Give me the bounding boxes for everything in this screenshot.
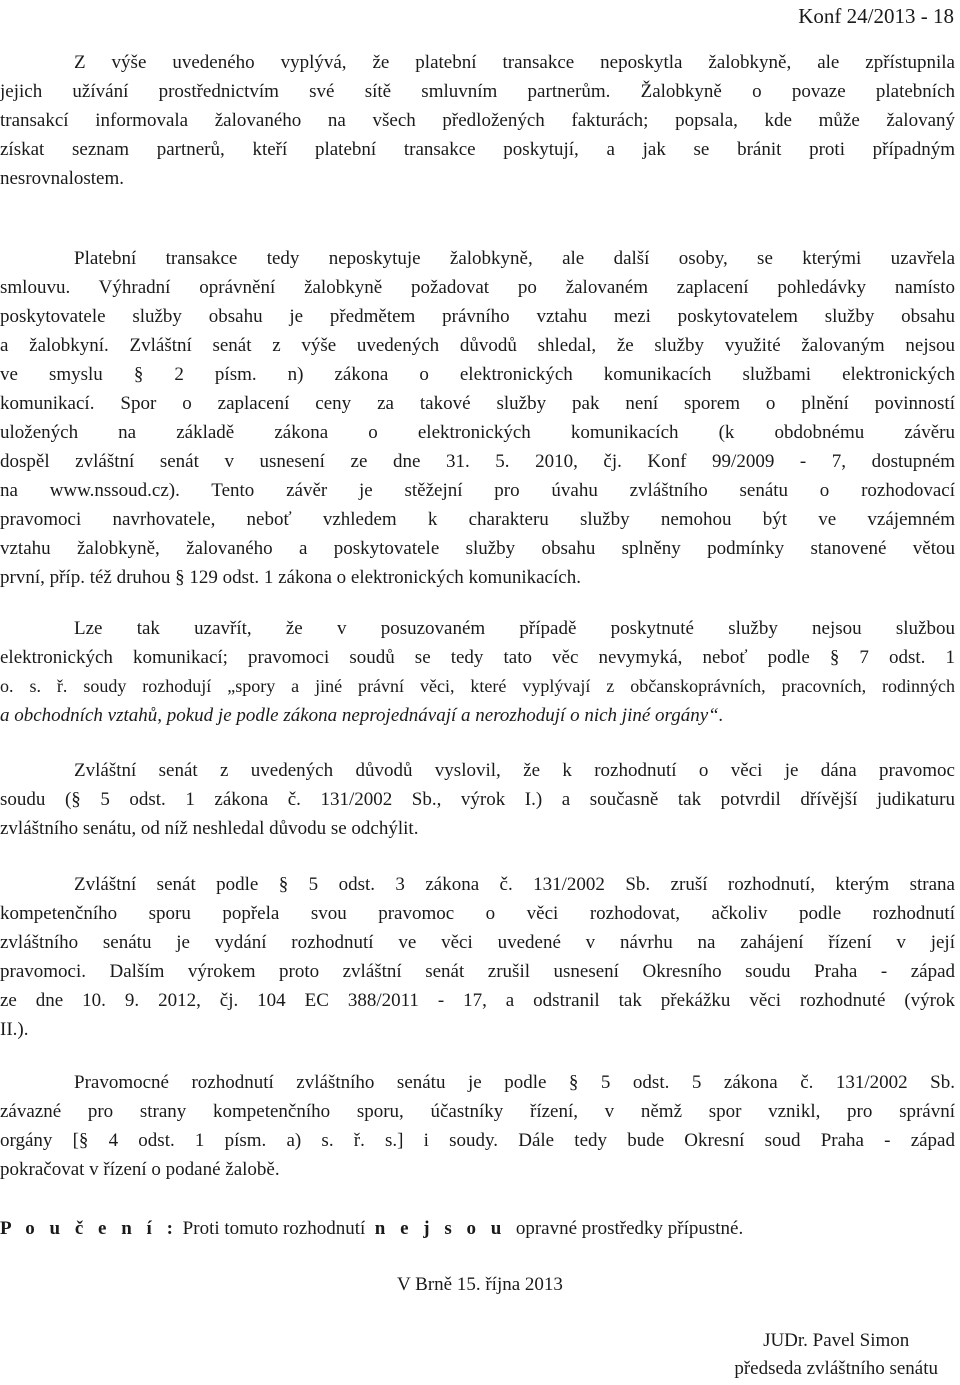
paragraph-line: kompetenčního sporu popřela svou pravomoc o věci rozhodovat, ačkoliv podle rozhodnutí [0, 903, 955, 924]
paragraph-line: elektronických komunikací; pravomoci soudů se tedy tato věc nevymyká, neboť podle § 7 odst. 1 [0, 647, 955, 668]
instruction-label: P o u č e n í : [0, 1218, 178, 1239]
paragraph-line: smlouvu. Výhradní oprávnění žalobkyně požadovat po žalovaném zaplacení pohledávky namísto [0, 277, 955, 298]
paragraph-line: poskytovatele služby obsahu je předmětem právního vztahu mezi poskytovatelem služby obsahu [0, 306, 955, 327]
instruction-text-after: opravné prostředky přípustné. [515, 1218, 744, 1239]
paragraph-line: zvláštního senátu, od níž neshledal důvodu se odchýlit. [0, 818, 419, 839]
paragraph-line: o. s. ř. soudy rozhodují „spory a jiné právní věci, které vyplývají z občanskoprávních, pracovních, rodinných [0, 676, 955, 696]
place-date: V Brně 15. října 2013 [397, 1274, 563, 1295]
paragraph-line: vztahu žalobkyně, žalovaného a poskytovatele služby obsahu splněny podmínky stanovené větou [0, 538, 955, 559]
instruction-text-before: Proti tomuto rozhodnutí [182, 1218, 366, 1239]
paragraph-line: transakcí informovala žalovaného na všech předložených fakturách; popsala, kde může žalovaný [0, 110, 955, 131]
paragraph-line: pokračovat v řízení o podané žalobě. [0, 1159, 280, 1180]
paragraph-line: na www.nssoud.cz). Tento závěr je stěžejní pro úvahu zvláštního senátu o rozhodovací [0, 480, 955, 501]
paragraph-3 [0, 614, 955, 730]
paragraph-line: uložených na základě zákona o elektronických komunikacích (k obdobnému závěru [0, 422, 955, 443]
signature-title: předseda zvláštního senátu [734, 1358, 938, 1379]
paragraph-line: Z výše uvedeného vyplývá, že platební transakce neposkytla žalobkyně, ale zpřístupnila [74, 52, 955, 73]
paragraph-line: Lze tak uzavřít, že v posuzovaném případě poskytnuté služby nejsou službou [74, 618, 955, 639]
case-number-header: Konf 24/2013 - 18 [798, 4, 954, 28]
paragraph-line: pravomoci. Dalším výrokem proto zvláštní senát zrušil usnesení Okresního soudu Praha - západ [0, 961, 955, 982]
paragraph-line: závazné pro strany kompetenčního sporu, účastníky řízení, v němž spor vznikl, pro správní [0, 1101, 955, 1122]
paragraph-line: Zvláštní senát z uvedených důvodů vyslovil, že k rozhodnutí o věci je dána pravomoc [74, 760, 955, 781]
paragraph-1 [0, 48, 955, 193]
paragraph-line: zvláštního senátu je vydání rozhodnutí ve věci uvedené v návrhu na zahájení řízení v její [0, 932, 955, 953]
paragraph-line: II.). [0, 1019, 29, 1040]
paragraph-line: pravomoci navrhovatele, neboť vzhledem k charakteru služby nemohou být ve vzájemném [0, 509, 955, 530]
paragraph-line: získat seznam partnerů, kteří platební transakce poskytují, a jak se bránit proti případným [0, 139, 955, 160]
paragraph-line: nesrovnalostem. [0, 168, 125, 189]
paragraph-line: první, příp. též druhou § 129 odst. 1 zákona o elektronických komunikacích. [0, 567, 581, 588]
paragraph-line: dospěl zvláštní senát v usnesení ze dne 31. 5. 2010, čj. Konf 99/2009 - 7, dostupném [0, 451, 955, 472]
paragraph-line: Platební transakce tedy neposkytuje žalobkyně, ale další osoby, se kterými uzavřela [74, 248, 955, 269]
paragraph-line: a obchodních vztahů, pokud je podle zákona neprojednávají a nerozhodují o nich jiné orgány“. [0, 705, 724, 726]
paragraph-line: Zvláštní senát podle § 5 odst. 3 zákona č. 131/2002 Sb. zruší rozhodnutí, kterým strana [74, 874, 955, 895]
paragraph-5 [0, 870, 955, 1044]
instruction-line [0, 1214, 743, 1243]
paragraph-2 [0, 244, 955, 592]
paragraph-line: orgány [§ 4 odst. 1 písm. a) s. ř. s.] i soudy. Dále tedy bude Okresní soud Praha - západ [0, 1130, 955, 1151]
paragraph-4 [0, 756, 955, 843]
instruction-emphasis: n e j s o u [374, 1218, 507, 1239]
signature-name: JUDr. Pavel Simon [763, 1330, 910, 1351]
signature-block [734, 1327, 938, 1383]
paragraph-line: soudu (§ 5 odst. 1 zákona č. 131/2002 Sb., výrok I.) a současně tak potvrdil dřívější judikaturu [0, 789, 955, 810]
paragraph-line: Pravomocné rozhodnutí zvláštního senátu je podle § 5 odst. 5 zákona č. 131/2002 Sb. [74, 1072, 955, 1093]
paragraph-line: jejich užívání prostřednictvím své sítě smluvním partnerům. Žalobkyně o povaze platebních [0, 81, 955, 102]
paragraph-line: a žalobkyní. Zvláštní senát z výše uvedených důvodů shledal, že služby využité žalovaným nejsou [0, 335, 955, 356]
paragraph-line: ve smyslu § 2 písm. n) zákona o elektronických komunikacích službami elektronických [0, 364, 955, 385]
paragraph-6 [0, 1068, 955, 1184]
paragraph-line: komunikací. Spor o zaplacení ceny za takové služby pak není sporem o plnění povinností [0, 393, 955, 414]
paragraph-line: ze dne 10. 9. 2012, čj. 104 EC 388/2011 - 17, a odstranil tak překážku věci rozhodnuté (výrok [0, 990, 955, 1011]
